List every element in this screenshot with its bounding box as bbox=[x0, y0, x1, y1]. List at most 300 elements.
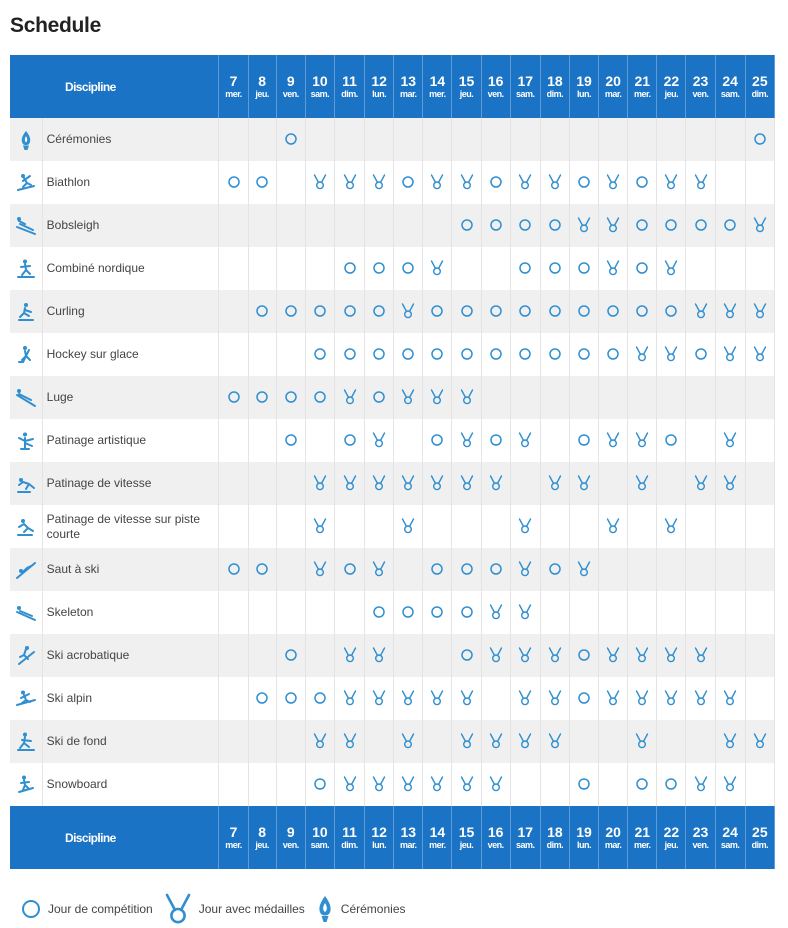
schedule-cell bbox=[540, 634, 569, 677]
schedule-cell bbox=[394, 290, 423, 333]
medal-day-icon bbox=[548, 690, 562, 706]
schedule-cell bbox=[715, 548, 745, 591]
footer-day-9 bbox=[276, 806, 305, 869]
schedule-cell bbox=[715, 290, 745, 333]
schedule-cell bbox=[365, 677, 394, 720]
competition-day-icon bbox=[548, 346, 562, 362]
schedule-cell bbox=[657, 634, 686, 677]
discipline-icon-cell bbox=[10, 462, 42, 505]
schedule-cell bbox=[745, 677, 774, 720]
schedule-cell bbox=[452, 505, 481, 548]
schedule-cell bbox=[452, 419, 481, 462]
schedule-cell bbox=[452, 376, 481, 419]
schedule-cell bbox=[569, 720, 598, 763]
header-day-13 bbox=[394, 55, 423, 118]
discipline-icon-cell bbox=[10, 591, 42, 634]
competition-day-icon bbox=[372, 303, 386, 319]
schedule-cell bbox=[276, 333, 305, 376]
competition-day-icon bbox=[489, 561, 503, 577]
competition-day-icon bbox=[313, 346, 327, 362]
medal-day-icon bbox=[723, 432, 737, 448]
competition-day-icon bbox=[489, 432, 503, 448]
footer-day-15 bbox=[452, 806, 481, 869]
schedule-cell bbox=[334, 763, 364, 806]
schedule-cell bbox=[365, 118, 394, 161]
footer-day-17 bbox=[510, 806, 540, 869]
day-number: 20 bbox=[605, 824, 621, 840]
schedule-cell bbox=[657, 419, 686, 462]
schedule-cell bbox=[715, 763, 745, 806]
discipline-icon-cell bbox=[10, 763, 42, 806]
schedule-cell bbox=[219, 634, 248, 677]
medal-day-icon bbox=[343, 733, 357, 749]
header-day-11 bbox=[334, 55, 364, 118]
schedule-cell bbox=[599, 333, 628, 376]
footer-day-14 bbox=[423, 806, 452, 869]
speed-skating-icon bbox=[15, 473, 37, 495]
medal-day-icon bbox=[430, 690, 444, 706]
schedule-cell bbox=[452, 118, 481, 161]
schedule-cell bbox=[540, 118, 569, 161]
day-number: 10 bbox=[312, 73, 328, 89]
discipline-name: Curling bbox=[42, 290, 219, 333]
schedule-cell bbox=[599, 634, 628, 677]
medal-day-icon bbox=[460, 733, 474, 749]
schedule-cell bbox=[745, 247, 774, 290]
schedule-cell bbox=[715, 462, 745, 505]
day-weekday: dim. bbox=[751, 840, 769, 850]
ski-jumping-icon bbox=[15, 559, 37, 581]
medal-day-icon bbox=[606, 217, 620, 233]
table-row bbox=[10, 677, 775, 720]
schedule-cell bbox=[305, 548, 334, 591]
schedule-cell bbox=[219, 419, 248, 462]
medal-day-icon bbox=[430, 389, 444, 405]
day-number: 7 bbox=[229, 824, 238, 840]
schedule-cell bbox=[715, 204, 745, 247]
competition-day-icon bbox=[255, 303, 269, 319]
schedule-cell bbox=[628, 118, 657, 161]
cross-country-icon bbox=[15, 731, 37, 753]
schedule-cell bbox=[481, 204, 510, 247]
curling-icon bbox=[15, 301, 37, 323]
medal-day-icon bbox=[372, 174, 386, 190]
schedule-cell bbox=[540, 376, 569, 419]
day-weekday: dim. bbox=[341, 89, 358, 99]
schedule-cell bbox=[334, 118, 364, 161]
schedule-cell bbox=[365, 204, 394, 247]
day-number: 22 bbox=[663, 824, 680, 840]
day-number: 21 bbox=[634, 73, 651, 89]
competition-day-icon bbox=[255, 690, 269, 706]
schedule-cell bbox=[628, 677, 657, 720]
schedule-cell bbox=[686, 419, 715, 462]
table-row bbox=[10, 548, 775, 591]
schedule-cell bbox=[334, 462, 364, 505]
discipline-icon-cell bbox=[10, 290, 42, 333]
medal-day-icon bbox=[372, 475, 386, 491]
medal-day-icon bbox=[343, 776, 357, 792]
discipline-icon-cell bbox=[10, 634, 42, 677]
competition-day-icon bbox=[284, 131, 298, 147]
schedule-cell bbox=[686, 462, 715, 505]
medal-day-icon bbox=[635, 346, 649, 362]
schedule-cell bbox=[219, 333, 248, 376]
day-weekday: lun. bbox=[577, 89, 591, 99]
hockey-icon bbox=[15, 344, 37, 366]
schedule-cell bbox=[248, 763, 276, 806]
competition-day-icon bbox=[460, 647, 474, 663]
schedule-cell bbox=[569, 419, 598, 462]
competition-day-icon bbox=[284, 690, 298, 706]
competition-day-icon bbox=[694, 346, 708, 362]
schedule-cell bbox=[540, 677, 569, 720]
schedule-cell bbox=[305, 462, 334, 505]
schedule-cell bbox=[305, 204, 334, 247]
schedule-cell bbox=[365, 505, 394, 548]
medal-day-icon bbox=[343, 690, 357, 706]
schedule-cell bbox=[657, 462, 686, 505]
schedule-cell bbox=[628, 720, 657, 763]
schedule-cell bbox=[628, 161, 657, 204]
competition-day-icon bbox=[343, 260, 357, 276]
medal-day-icon bbox=[723, 475, 737, 491]
competition-day-icon bbox=[343, 432, 357, 448]
day-number: 17 bbox=[517, 73, 534, 89]
day-number: 14 bbox=[429, 824, 446, 840]
table-row bbox=[10, 247, 775, 290]
table-row bbox=[10, 333, 775, 376]
schedule-cell bbox=[276, 161, 305, 204]
competition-day-icon bbox=[401, 604, 415, 620]
schedule-cell bbox=[686, 720, 715, 763]
competition-day-icon bbox=[577, 346, 591, 362]
competition-day-icon bbox=[753, 131, 767, 147]
medal-day-icon bbox=[694, 475, 708, 491]
day-weekday: mer. bbox=[429, 840, 446, 850]
schedule-cell bbox=[510, 290, 540, 333]
medal-day-icon bbox=[635, 733, 649, 749]
competition-day-icon bbox=[635, 174, 649, 190]
header-day-23 bbox=[686, 55, 715, 118]
schedule-cell bbox=[715, 505, 745, 548]
day-number: 11 bbox=[342, 73, 357, 89]
schedule-cell bbox=[657, 677, 686, 720]
medal-day-icon bbox=[460, 776, 474, 792]
medal-day-icon bbox=[460, 389, 474, 405]
header-day-25 bbox=[745, 55, 774, 118]
schedule-cell bbox=[305, 763, 334, 806]
schedule-cell bbox=[686, 204, 715, 247]
schedule-cell bbox=[745, 419, 774, 462]
schedule-cell bbox=[248, 204, 276, 247]
medal-day-icon bbox=[372, 647, 386, 663]
footer-day-16 bbox=[481, 806, 510, 869]
day-weekday: lun. bbox=[372, 840, 387, 850]
header-day-10 bbox=[305, 55, 334, 118]
schedule-cell bbox=[510, 677, 540, 720]
schedule-cell bbox=[657, 290, 686, 333]
competition-day-icon bbox=[489, 174, 503, 190]
snowboard-icon bbox=[15, 774, 37, 796]
short-track-icon bbox=[15, 516, 37, 538]
medal-day-icon bbox=[723, 346, 737, 362]
schedule-cell bbox=[745, 462, 774, 505]
medal-day-icon bbox=[753, 733, 767, 749]
competition-day-icon bbox=[255, 389, 269, 405]
medal-day-icon bbox=[664, 260, 678, 276]
medal-day-icon bbox=[694, 690, 708, 706]
schedule-cell bbox=[599, 763, 628, 806]
competition-day-icon bbox=[548, 303, 562, 319]
medal-day-icon bbox=[343, 647, 357, 663]
day-weekday: sam. bbox=[720, 89, 740, 99]
schedule-cell bbox=[276, 462, 305, 505]
schedule-cell bbox=[599, 720, 628, 763]
medal-day-icon bbox=[372, 432, 386, 448]
discipline-icon-cell bbox=[10, 419, 42, 462]
competition-day-icon bbox=[460, 303, 474, 319]
medal-day-icon bbox=[635, 690, 649, 706]
schedule-cell bbox=[510, 548, 540, 591]
schedule-cell bbox=[510, 591, 540, 634]
schedule-cell bbox=[365, 548, 394, 591]
day-number: 16 bbox=[487, 73, 504, 89]
schedule-cell bbox=[365, 290, 394, 333]
discipline-name: Biathlon bbox=[42, 161, 219, 204]
medal-day-icon bbox=[606, 432, 620, 448]
medal-day-icon bbox=[313, 518, 327, 534]
medal-day-icon bbox=[430, 174, 444, 190]
day-number: 22 bbox=[663, 73, 680, 89]
footer-day-23 bbox=[686, 806, 715, 869]
skeleton-icon bbox=[15, 602, 37, 624]
schedule-cell bbox=[305, 333, 334, 376]
medal-day-icon bbox=[313, 561, 327, 577]
day-weekday: mer. bbox=[225, 840, 242, 850]
schedule-cell bbox=[540, 333, 569, 376]
schedule-cell bbox=[423, 333, 452, 376]
medal-day-icon bbox=[313, 733, 327, 749]
competition-day-icon bbox=[635, 776, 649, 792]
schedule-cell bbox=[394, 376, 423, 419]
table-row bbox=[10, 419, 775, 462]
day-number: 23 bbox=[692, 73, 709, 89]
medal-day-icon bbox=[163, 893, 193, 925]
medal-day-icon bbox=[635, 432, 649, 448]
discipline-name: Patinage artistique bbox=[42, 419, 219, 462]
schedule-cell bbox=[305, 720, 334, 763]
schedule-cell bbox=[365, 591, 394, 634]
competition-day-icon bbox=[430, 346, 444, 362]
medal-day-icon bbox=[489, 647, 503, 663]
discipline-name: Skeleton bbox=[42, 591, 219, 634]
schedule-cell bbox=[219, 204, 248, 247]
medal-day-icon bbox=[606, 260, 620, 276]
day-number: 19 bbox=[576, 824, 592, 840]
day-number: 25 bbox=[752, 73, 768, 89]
medal-day-icon bbox=[753, 346, 767, 362]
schedule-cell bbox=[599, 505, 628, 548]
schedule-cell bbox=[686, 548, 715, 591]
day-number: 25 bbox=[752, 824, 768, 840]
competition-day-icon bbox=[255, 174, 269, 190]
medal-day-icon bbox=[489, 475, 503, 491]
header-day-19 bbox=[569, 55, 598, 118]
schedule-cell bbox=[276, 376, 305, 419]
discipline-name: Luge bbox=[42, 376, 219, 419]
schedule-cell bbox=[334, 204, 364, 247]
schedule-cell bbox=[219, 118, 248, 161]
day-weekday: ven. bbox=[692, 840, 709, 850]
day-weekday: dim. bbox=[546, 840, 564, 850]
schedule-cell bbox=[569, 290, 598, 333]
schedule-cell bbox=[248, 462, 276, 505]
medal-day-icon bbox=[489, 733, 503, 749]
discipline-icon-cell bbox=[10, 677, 42, 720]
footer-day-8 bbox=[248, 806, 276, 869]
schedule-cell bbox=[365, 161, 394, 204]
header-day-22 bbox=[657, 55, 686, 118]
schedule-cell bbox=[628, 333, 657, 376]
table-row bbox=[10, 763, 775, 806]
competition-day-icon bbox=[518, 303, 532, 319]
schedule-cell bbox=[219, 290, 248, 333]
competition-day-icon bbox=[313, 303, 327, 319]
day-number: 9 bbox=[286, 824, 295, 840]
schedule-cell bbox=[452, 204, 481, 247]
schedule-cell bbox=[657, 161, 686, 204]
medal-day-icon bbox=[518, 174, 532, 190]
schedule-cell bbox=[334, 376, 364, 419]
schedule-cell bbox=[569, 505, 598, 548]
schedule-cell bbox=[394, 591, 423, 634]
schedule-cell bbox=[745, 634, 774, 677]
medal-day-icon bbox=[635, 475, 649, 491]
schedule-cell bbox=[248, 161, 276, 204]
flame-icon bbox=[15, 129, 37, 151]
medal-day-icon bbox=[694, 303, 708, 319]
day-number: 24 bbox=[722, 73, 738, 89]
schedule-cell bbox=[657, 376, 686, 419]
schedule-cell bbox=[628, 548, 657, 591]
competition-day-icon bbox=[313, 776, 327, 792]
medal-day-icon bbox=[489, 604, 503, 620]
table-row bbox=[10, 720, 775, 763]
header-day-17 bbox=[510, 55, 540, 118]
discipline-name: Combiné nordique bbox=[42, 247, 219, 290]
schedule-cell bbox=[452, 677, 481, 720]
medal-day-icon bbox=[460, 432, 474, 448]
discipline-name: Patinage de vitesse sur piste courte bbox=[42, 505, 219, 548]
competition-day-icon bbox=[489, 346, 503, 362]
schedule-cell bbox=[745, 161, 774, 204]
schedule-cell bbox=[423, 505, 452, 548]
competition-day-icon bbox=[284, 303, 298, 319]
schedule-cell bbox=[540, 505, 569, 548]
medal-day-icon bbox=[723, 303, 737, 319]
day-weekday: mer. bbox=[429, 89, 446, 99]
footer-day-18 bbox=[540, 806, 569, 869]
schedule-cell bbox=[394, 247, 423, 290]
day-weekday: jeu. bbox=[664, 89, 679, 99]
medal-day-icon bbox=[723, 733, 737, 749]
competition-day-icon bbox=[723, 217, 737, 233]
header-day-7 bbox=[219, 55, 248, 118]
legend-competition bbox=[20, 898, 153, 920]
schedule-cell bbox=[334, 161, 364, 204]
schedule-cell bbox=[452, 161, 481, 204]
schedule-cell bbox=[657, 505, 686, 548]
schedule-cell bbox=[452, 548, 481, 591]
schedule-cell bbox=[481, 505, 510, 548]
day-weekday: ven. bbox=[487, 89, 504, 99]
schedule-cell bbox=[219, 548, 248, 591]
competition-day-icon bbox=[313, 690, 327, 706]
schedule-cell bbox=[510, 247, 540, 290]
schedule-cell bbox=[394, 505, 423, 548]
schedule-cell bbox=[657, 720, 686, 763]
medal-day-icon bbox=[343, 174, 357, 190]
day-number: 24 bbox=[722, 824, 738, 840]
header-day-15 bbox=[452, 55, 481, 118]
schedule-cell bbox=[219, 677, 248, 720]
day-number: 8 bbox=[258, 73, 267, 89]
competition-day-icon bbox=[577, 647, 591, 663]
day-weekday: sam. bbox=[515, 89, 535, 99]
schedule-cell bbox=[394, 204, 423, 247]
day-number: 8 bbox=[258, 824, 267, 840]
schedule-cell bbox=[745, 290, 774, 333]
schedule-cell bbox=[599, 462, 628, 505]
competition-day-icon bbox=[20, 898, 42, 920]
schedule-cell bbox=[628, 204, 657, 247]
flame-icon bbox=[315, 894, 335, 924]
schedule-cell bbox=[248, 505, 276, 548]
discipline-name: Cérémonies bbox=[42, 118, 219, 161]
day-weekday: jeu. bbox=[459, 840, 474, 850]
day-number: 13 bbox=[400, 73, 417, 89]
medal-day-icon bbox=[548, 733, 562, 749]
day-weekday: jeu. bbox=[255, 840, 269, 850]
header-day-8 bbox=[248, 55, 276, 118]
schedule-cell bbox=[686, 247, 715, 290]
schedule-cell bbox=[715, 247, 745, 290]
medal-day-icon bbox=[518, 690, 532, 706]
medal-day-icon bbox=[664, 346, 678, 362]
day-weekday: sam. bbox=[515, 840, 535, 850]
schedule-cell bbox=[628, 419, 657, 462]
day-weekday: dim. bbox=[546, 89, 564, 99]
schedule-cell bbox=[540, 290, 569, 333]
discipline-icon-cell bbox=[10, 118, 42, 161]
schedule-cell bbox=[276, 204, 305, 247]
header-day-12 bbox=[365, 55, 394, 118]
schedule-cell bbox=[686, 591, 715, 634]
schedule-cell bbox=[686, 677, 715, 720]
luge-icon bbox=[15, 387, 37, 409]
medal-day-icon bbox=[518, 604, 532, 620]
medal-day-icon bbox=[577, 561, 591, 577]
medal-day-icon bbox=[401, 518, 415, 534]
schedule-cell bbox=[423, 591, 452, 634]
header-day-9 bbox=[276, 55, 305, 118]
schedule-cell bbox=[481, 677, 510, 720]
schedule-cell bbox=[569, 333, 598, 376]
discipline-icon-cell bbox=[10, 161, 42, 204]
schedule-cell bbox=[219, 720, 248, 763]
medal-day-icon bbox=[606, 647, 620, 663]
